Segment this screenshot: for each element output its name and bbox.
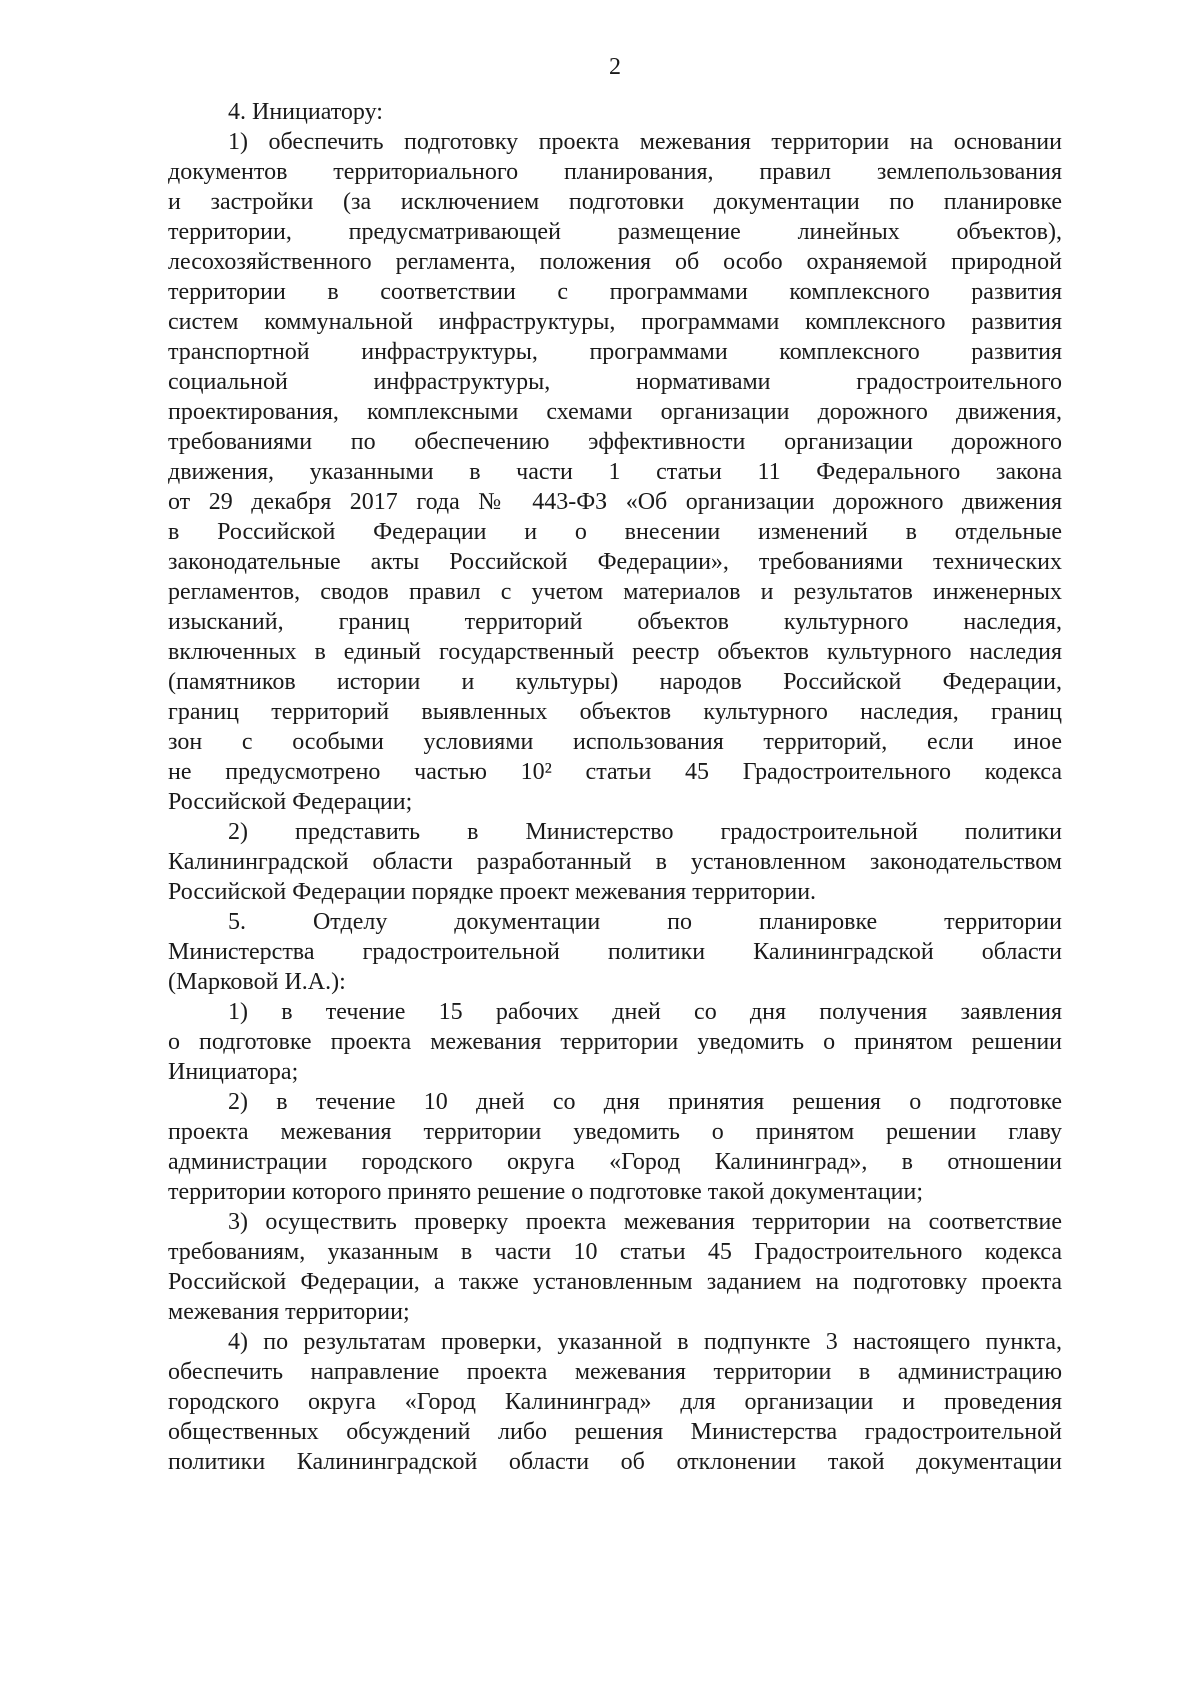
text-line: 2) в течение 10 дней со дня принятия решения о подготовке	[228, 1089, 1062, 1115]
text-line: проекта межевания территории уведомить о принятом решении главу	[168, 1119, 1062, 1145]
text-line: транспортной инфраструктуры, программами комплексного развития	[168, 339, 1062, 365]
text-line: 5. Отделу документации по планировке территории	[228, 909, 1062, 935]
text-line: Инициатора;	[168, 1059, 299, 1085]
text-line: и застройки (за исключением подготовки документации по планировке	[168, 189, 1062, 215]
paragraph	[168, 127, 1062, 817]
text-line: проектирования, комплексными схемами организации дорожного движения,	[168, 399, 1062, 425]
text-line: 3) осуществить проверку проекта межевания территории на соответствие	[228, 1209, 1062, 1235]
text-line: обеспечить направление проекта межевания территории в администрацию	[168, 1359, 1062, 1385]
text-line: городского округа «Город Калининград» для организации и проведения	[168, 1389, 1062, 1415]
text-line: 1) в течение 15 рабочих дней со дня получения заявления	[228, 999, 1062, 1025]
paragraph	[168, 907, 1062, 997]
paragraph	[168, 1087, 1062, 1207]
paragraph	[168, 1207, 1062, 1327]
text-line: (памятников истории и культуры) народов Российской Федерации,	[168, 669, 1062, 695]
text-line: общественных обсуждений либо решения Министерства градостроительной	[168, 1419, 1062, 1445]
page-number: 2	[609, 54, 621, 80]
text-line: межевания территории;	[168, 1299, 410, 1325]
text-line: о подготовке проекта межевания территории уведомить о принятом решении	[168, 1029, 1062, 1055]
text-line: 4. Инициатору:	[228, 99, 383, 125]
text-line: Российской Федерации;	[168, 789, 413, 815]
text-line: от 29 декабря 2017 года № 443-ФЗ «Об организации дорожного движения	[168, 489, 1062, 515]
paragraph	[168, 97, 1062, 127]
text-line: законодательные акты Российской Федерации», требованиями технических	[168, 549, 1062, 575]
text-line: политики Калининградской области об отклонении такой документации	[168, 1449, 1062, 1475]
text-line: администрации городского округа «Город Калининград», в отношении	[168, 1149, 1062, 1175]
text-line: территории которого принято решение о подготовке такой документации;	[168, 1179, 924, 1205]
paragraph	[168, 817, 1062, 907]
text-line: не предусмотрено частью 10² статьи 45 Градостроительного кодекса	[168, 759, 1062, 785]
text-line: движения, указанными в части 1 статьи 11 Федерального закона	[168, 459, 1062, 485]
text-line: социальной инфраструктуры, нормативами градостроительного	[168, 369, 1062, 395]
text-line: требованиям, указанным в части 10 статьи 45 Градостроительного кодекса	[168, 1239, 1062, 1265]
text-line: территории, предусматривающей размещение линейных объектов),	[168, 219, 1062, 245]
text-line: Калининградской области разработанный в установленном законодательством	[168, 849, 1062, 875]
text-line: 4) по результатам проверки, указанной в подпункте 3 настоящего пункта,	[228, 1329, 1062, 1355]
text-line: документов территориального планирования, правил землепользования	[168, 159, 1062, 185]
text-line: Российской Федерации, а также установленным заданием на подготовку проекта	[168, 1269, 1062, 1295]
text-line: в Российской Федерации и о внесении изменений в отдельные	[168, 519, 1062, 545]
document-body	[168, 97, 1062, 1477]
text-line: требованиями по обеспечению эффективности организации дорожного	[168, 429, 1062, 455]
paragraph	[168, 997, 1062, 1087]
text-line: (Марковой И.А.):	[168, 969, 346, 995]
text-line: территории в соответствии с программами комплексного развития	[168, 279, 1062, 305]
text-line: 1) обеспечить подготовку проекта межевания территории на основании	[228, 129, 1062, 155]
text-line: регламентов, сводов правил с учетом материалов и результатов инженерных	[168, 579, 1062, 605]
text-line: Министерства градостроительной политики Калининградской области	[168, 939, 1062, 965]
text-line: изысканий, границ территорий объектов культурного наследия,	[168, 609, 1062, 635]
text-line: зон с особыми условиями использования территорий, если иное	[168, 729, 1062, 755]
text-line: границ территорий выявленных объектов культурного наследия, границ	[168, 699, 1062, 725]
paragraph	[168, 1327, 1062, 1477]
text-line: систем коммунальной инфраструктуры, программами комплексного развития	[168, 309, 1062, 335]
text-line: лесохозяйственного регламента, положения об особо охраняемой природной	[168, 249, 1062, 275]
text-line: включенных в единый государственный реестр объектов культурного наследия	[168, 639, 1062, 665]
text-line: 2) представить в Министерство градостроительной политики	[228, 819, 1062, 845]
text-line: Российской Федерации порядке проект межевания территории.	[168, 879, 817, 905]
